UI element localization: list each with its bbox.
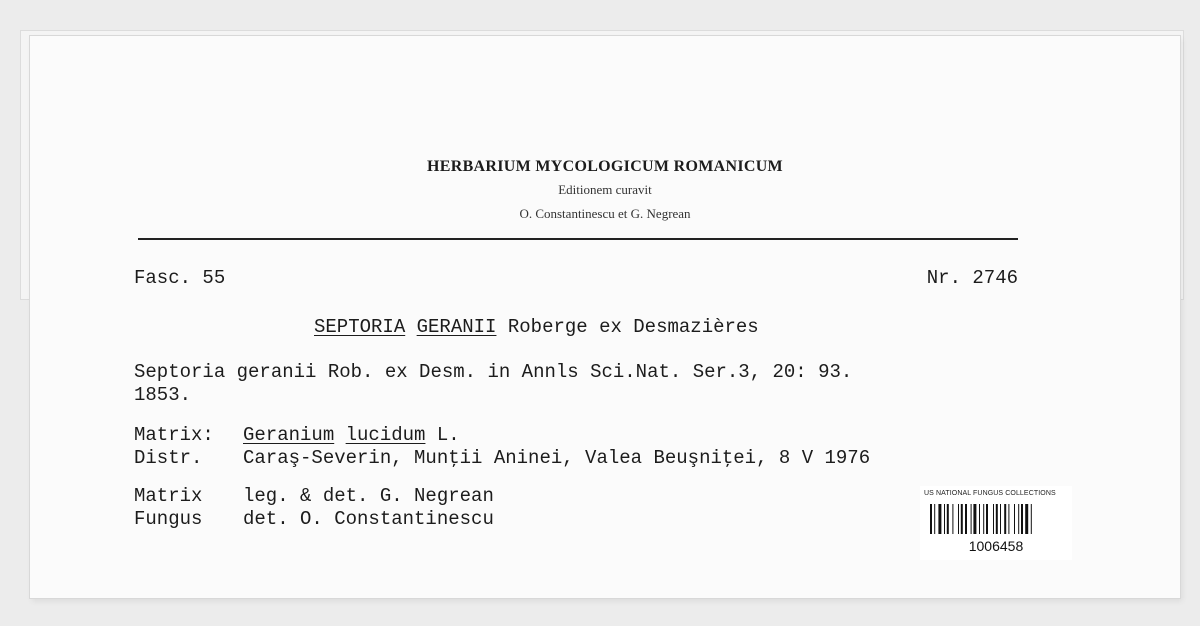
barcode-bar (930, 504, 932, 534)
fungus-value: det. O. Constantinescu (243, 508, 494, 530)
barcode-bar (996, 504, 998, 534)
barcode-header: US NATIONAL FUNGUS COLLECTIONS (924, 490, 1056, 497)
barcode-bar (958, 504, 959, 534)
fungus-det-row (134, 508, 494, 530)
editors: O. Constantinescu et G. Negrean (519, 206, 691, 221)
exsiccata-number: Nr. 2746 (926, 267, 1018, 289)
barcode-bar (983, 504, 984, 534)
barcode-bar (1000, 504, 1001, 534)
collector-row (134, 485, 494, 507)
barcode-bar (934, 504, 935, 534)
barcode-bars (930, 504, 1062, 534)
barcode-bar (1021, 504, 1023, 534)
host-species: lucidum (345, 424, 426, 446)
barcode-bar (1025, 504, 1028, 534)
barcode-bar (1004, 504, 1006, 534)
barcode-bar (965, 504, 967, 534)
matrix-label: Matrix: (134, 424, 214, 446)
herbarium-label (30, 36, 1180, 598)
editor-line: Editionem curavit (558, 182, 652, 197)
barcode-bar (993, 504, 994, 534)
barcode-bar (1008, 504, 1009, 534)
herbarium-title: HERBARIUM MYCOLOGICUM ROMANICUM (427, 158, 783, 175)
distribution-value: Caraş-Severin, Munţii Aninei, Valea Beuşniţei, 8 V 1976 (243, 447, 871, 469)
host-authority: L. (436, 424, 460, 446)
citation-line-1: Septoria geranii Rob. ex Desm. in Annls Sci.Nat. Ser.3, 20: 93. (134, 361, 853, 383)
barcode-number: 1006458 (968, 538, 1024, 554)
species-authority: Roberge ex Desmazières (507, 316, 759, 338)
barcode-bar (979, 504, 980, 534)
species-name (314, 316, 759, 338)
host-genus: Geranium (243, 424, 335, 446)
barcode-bar (944, 504, 945, 534)
barcode-bar (938, 504, 941, 534)
distribution-label: Distr. (134, 447, 203, 469)
barcode-bar (961, 504, 963, 534)
collector-label: Matrix (134, 485, 203, 507)
barcode-bar (973, 504, 976, 534)
barcode-bar (971, 504, 972, 534)
species-epithet: GERANII (416, 316, 497, 338)
collector-value: leg. & det. G. Negrean (243, 485, 494, 507)
citation-line-2: 1853. (134, 384, 192, 406)
barcode-bar (952, 504, 953, 534)
distribution-row (134, 447, 870, 469)
barcode-bar (1014, 504, 1015, 534)
fascicle-number: Fasc. 55 (134, 267, 226, 289)
barcode-bar (986, 504, 988, 534)
matrix-row (134, 424, 460, 446)
header-rule (138, 238, 1018, 240)
barcode-bar (947, 504, 949, 534)
barcode-label (920, 486, 1072, 560)
barcode-bar (1031, 504, 1032, 534)
fungus-label: Fungus (134, 508, 203, 530)
species-genus: SEPTORIA (314, 316, 406, 338)
barcode-bar (1018, 504, 1019, 534)
